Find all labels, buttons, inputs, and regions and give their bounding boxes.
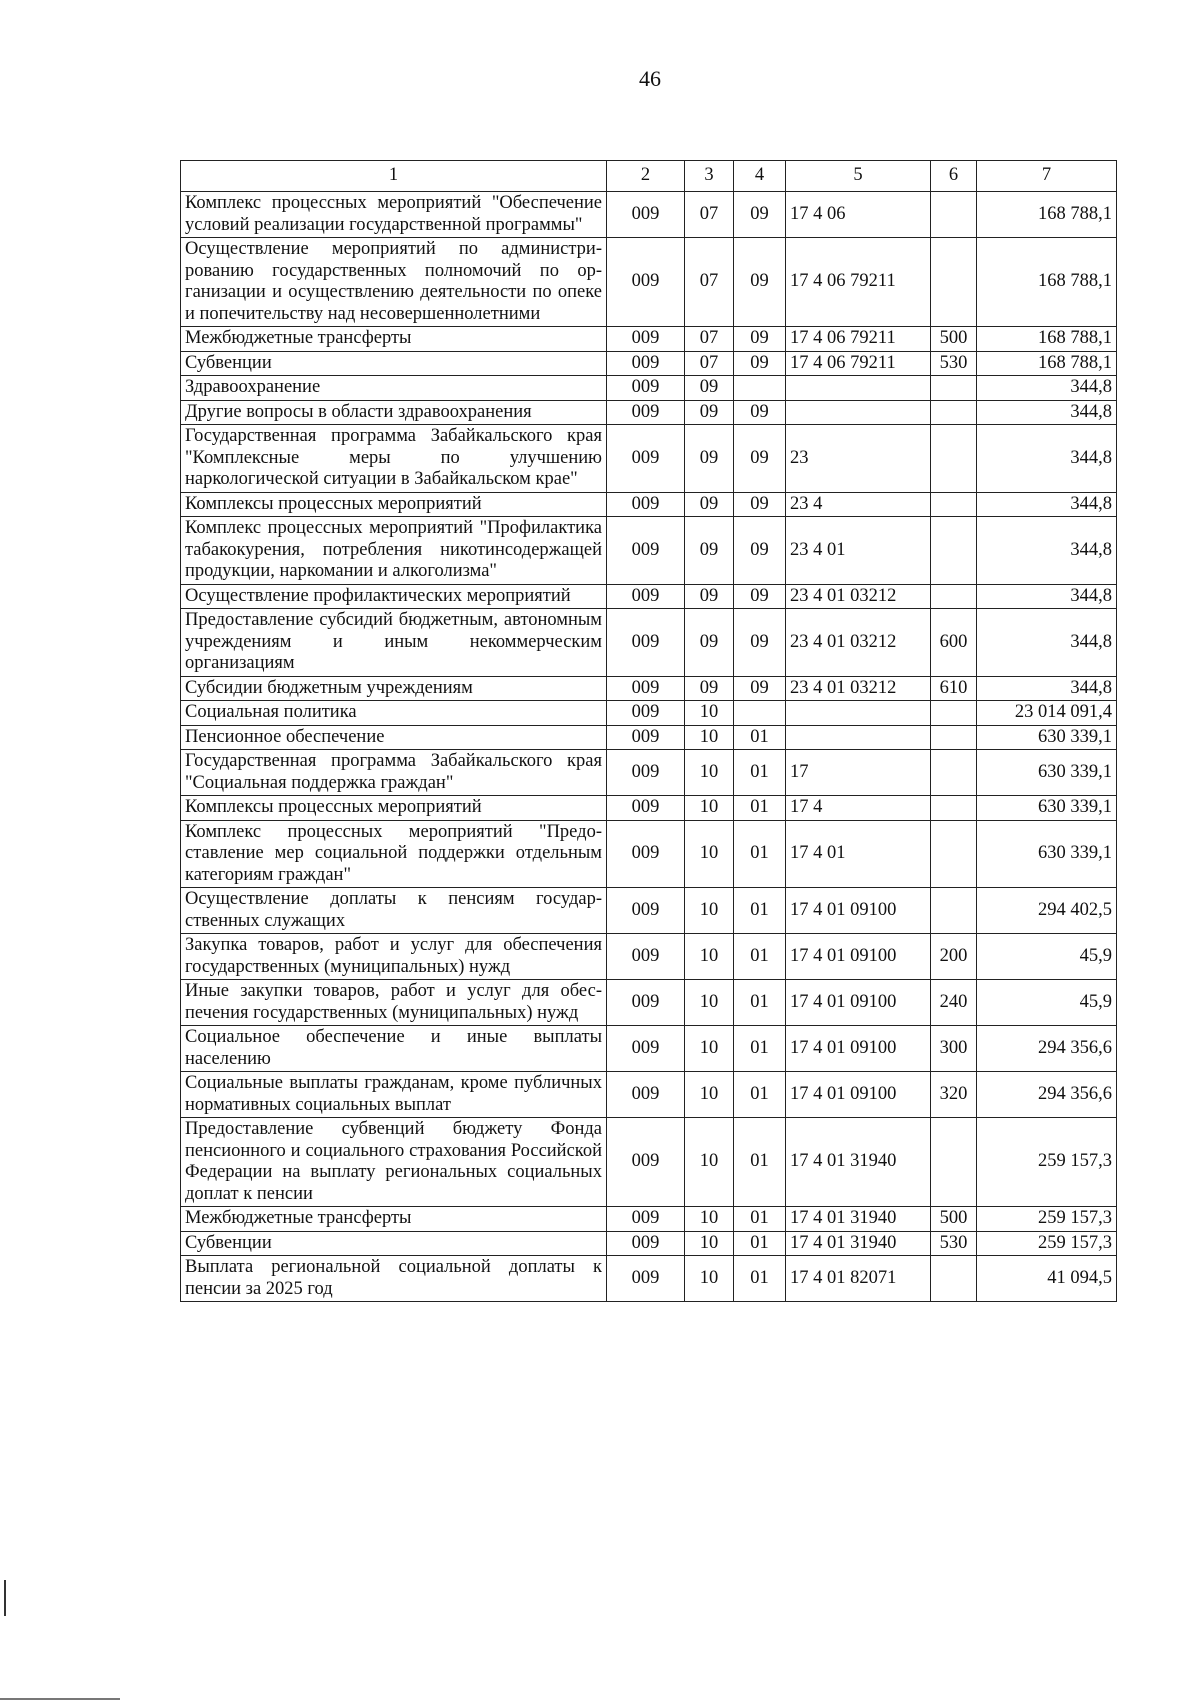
cell-subsection: 01	[734, 820, 786, 888]
table-row	[181, 609, 1117, 677]
cell-subsection: 09	[734, 400, 786, 425]
cell-subsection: 09	[734, 351, 786, 376]
cell-admin-code: 009	[607, 750, 685, 796]
cell-expense-type	[931, 238, 977, 327]
cell-section: 09	[685, 517, 734, 585]
cell-subsection: 09	[734, 609, 786, 677]
cell-subsection: 01	[734, 1118, 786, 1207]
table-row	[181, 1231, 1117, 1256]
cell-subsection: 01	[734, 888, 786, 934]
table-row	[181, 676, 1117, 701]
header-col-7: 7	[977, 161, 1117, 192]
cell-section: 09	[685, 584, 734, 609]
cell-subsection: 09	[734, 327, 786, 352]
cell-section: 09	[685, 376, 734, 401]
cell-name: Межбюджетные трансферты	[181, 327, 607, 352]
cell-name: Иные закупки товаров, работ и услуг для обеспечения государственных (муниципальных) нужд	[181, 980, 607, 1026]
cell-admin-code: 009	[607, 1256, 685, 1302]
cell-section: 10	[685, 750, 734, 796]
cell-section: 10	[685, 1118, 734, 1207]
cell-subsection: 01	[734, 750, 786, 796]
cell-admin-code: 009	[607, 1231, 685, 1256]
cell-section: 10	[685, 1072, 734, 1118]
cell-name: Выплата региональной социальной доплаты к пенсии за 2025 год	[181, 1256, 607, 1302]
cell-amount: 168 788,1	[977, 238, 1117, 327]
cell-subsection: 01	[734, 1072, 786, 1118]
cell-admin-code: 009	[607, 400, 685, 425]
cell-subsection: 09	[734, 676, 786, 701]
cell-name: Комплексы процессных мероприятий	[181, 796, 607, 821]
cell-name: Субвенции	[181, 351, 607, 376]
cell-name: Осуществление мероприятий по администрированию государственных полномочий по организации и осуществлению деятельности по опеке и попечительству над несовершеннолетними	[181, 238, 607, 327]
cell-name: Предоставление субсидий бюджетным, автономным учреждениям и иным некоммерческим организациям	[181, 609, 607, 677]
cell-subsection: 01	[734, 1026, 786, 1072]
cell-subsection: 09	[734, 517, 786, 585]
cell-target-article: 17 4	[786, 796, 931, 821]
table-row	[181, 796, 1117, 821]
cell-expense-type: 500	[931, 327, 977, 352]
cell-amount: 259 157,3	[977, 1231, 1117, 1256]
cell-amount: 630 339,1	[977, 820, 1117, 888]
table-row	[181, 1207, 1117, 1232]
table-body	[181, 192, 1117, 1302]
cell-amount: 41 094,5	[977, 1256, 1117, 1302]
table-row	[181, 888, 1117, 934]
cell-expense-type	[931, 701, 977, 726]
cell-amount: 23 014 091,4	[977, 701, 1117, 726]
cell-admin-code: 009	[607, 425, 685, 493]
cell-amount: 168 788,1	[977, 192, 1117, 238]
cell-expense-type: 600	[931, 609, 977, 677]
cell-target-article: 17 4 06 79211	[786, 351, 931, 376]
cell-name: Другие вопросы в области здравоохранения	[181, 400, 607, 425]
cell-admin-code: 009	[607, 609, 685, 677]
cell-amount: 344,8	[977, 609, 1117, 677]
cell-admin-code: 009	[607, 820, 685, 888]
cell-target-article: 17 4 06	[786, 192, 931, 238]
cell-name: Государственная программа Забайкальского края "Социальная поддержка граждан"	[181, 750, 607, 796]
cell-section: 07	[685, 351, 734, 376]
cell-amount: 344,8	[977, 400, 1117, 425]
table-row	[181, 351, 1117, 376]
cell-target-article: 23 4 01 03212	[786, 609, 931, 677]
table-row	[181, 725, 1117, 750]
table-row	[181, 492, 1117, 517]
cell-admin-code: 009	[607, 934, 685, 980]
table-row	[181, 517, 1117, 585]
cell-target-article	[786, 376, 931, 401]
cell-name: Пенсионное обеспечение	[181, 725, 607, 750]
cell-section: 10	[685, 934, 734, 980]
header-col-6: 6	[931, 161, 977, 192]
cell-admin-code: 009	[607, 1118, 685, 1207]
table-row	[181, 400, 1117, 425]
page-number: 46	[639, 66, 661, 91]
cell-section: 09	[685, 609, 734, 677]
cell-expense-type	[931, 750, 977, 796]
cell-target-article: 17	[786, 750, 931, 796]
cell-name: Комплекс процессных мероприятий "Профилактика табакокурения, потребления никотинсодержащей продукции, наркомании и алкоголизма"	[181, 517, 607, 585]
cell-target-article: 17 4 06 79211	[786, 327, 931, 352]
cell-target-article: 17 4 01	[786, 820, 931, 888]
budget-table	[180, 160, 1117, 1302]
cell-name: Осуществление доплаты к пенсиям государственных служащих	[181, 888, 607, 934]
cell-admin-code: 009	[607, 725, 685, 750]
cell-expense-type	[931, 400, 977, 425]
cell-amount: 259 157,3	[977, 1118, 1117, 1207]
cell-section: 07	[685, 192, 734, 238]
cell-subsection: 09	[734, 238, 786, 327]
cell-amount: 344,8	[977, 376, 1117, 401]
cell-target-article: 17 4 01 09100	[786, 980, 931, 1026]
cell-name: Закупка товаров, работ и услуг для обеспечения государственных (муниципальных) нужд	[181, 934, 607, 980]
cell-target-article: 17 4 06 79211	[786, 238, 931, 327]
cell-section: 07	[685, 327, 734, 352]
cell-expense-type	[931, 192, 977, 238]
cell-admin-code: 009	[607, 1026, 685, 1072]
cell-subsection: 01	[734, 725, 786, 750]
cell-target-article: 17 4 01 09100	[786, 1026, 931, 1072]
header-col-4: 4	[734, 161, 786, 192]
cell-target-article	[786, 400, 931, 425]
cell-section: 10	[685, 888, 734, 934]
cell-section: 09	[685, 425, 734, 493]
cell-admin-code: 009	[607, 584, 685, 609]
cell-amount: 45,9	[977, 934, 1117, 980]
cell-target-article: 17 4 01 31940	[786, 1118, 931, 1207]
cell-target-article	[786, 701, 931, 726]
table-row	[181, 238, 1117, 327]
cell-admin-code: 009	[607, 676, 685, 701]
header-row	[181, 161, 1117, 192]
cell-admin-code: 009	[607, 1207, 685, 1232]
table-row	[181, 1026, 1117, 1072]
cell-section: 09	[685, 400, 734, 425]
cell-target-article: 23 4 01 03212	[786, 676, 931, 701]
cell-expense-type: 200	[931, 934, 977, 980]
table-row	[181, 192, 1117, 238]
cell-target-article: 17 4 01 09100	[786, 1072, 931, 1118]
table-row	[181, 1072, 1117, 1118]
cell-amount: 630 339,1	[977, 725, 1117, 750]
table-row	[181, 425, 1117, 493]
header-col-3: 3	[685, 161, 734, 192]
cell-expense-type: 500	[931, 1207, 977, 1232]
cell-admin-code: 009	[607, 327, 685, 352]
cell-expense-type: 530	[931, 1231, 977, 1256]
cell-expense-type	[931, 888, 977, 934]
cell-name: Здравоохранение	[181, 376, 607, 401]
cell-subsection: 09	[734, 492, 786, 517]
cell-name: Комплекс процессных мероприятий "Предоставление мер социальной поддержки отдельным категориям граждан"	[181, 820, 607, 888]
table-row	[181, 327, 1117, 352]
cell-name: Субвенции	[181, 1231, 607, 1256]
cell-subsection: 01	[734, 1256, 786, 1302]
cell-admin-code: 009	[607, 192, 685, 238]
cell-name: Социальные выплаты гражданам, кроме публичных нормативных социальных выплат	[181, 1072, 607, 1118]
cell-name: Предоставление субвенций бюджету Фонда пенсионного и социального страхования Российской Федерации на выплату региональных социальных доплат к пенсии	[181, 1118, 607, 1207]
cell-name: Социальная политика	[181, 701, 607, 726]
cell-expense-type	[931, 376, 977, 401]
cell-target-article: 17 4 01 31940	[786, 1207, 931, 1232]
cell-amount: 344,8	[977, 517, 1117, 585]
header-col-5: 5	[786, 161, 931, 192]
cell-expense-type: 530	[931, 351, 977, 376]
cell-subsection: 01	[734, 1231, 786, 1256]
cell-expense-type: 320	[931, 1072, 977, 1118]
cell-section: 10	[685, 1207, 734, 1232]
cell-admin-code: 009	[607, 376, 685, 401]
cell-admin-code: 009	[607, 492, 685, 517]
cell-section: 10	[685, 980, 734, 1026]
cell-target-article: 17 4 01 31940	[786, 1231, 931, 1256]
cell-subsection: 09	[734, 584, 786, 609]
scan-edge-mark	[0, 1698, 120, 1700]
cell-section: 10	[685, 1026, 734, 1072]
cell-name: Осуществление профилактических мероприятий	[181, 584, 607, 609]
table-row	[181, 980, 1117, 1026]
cell-amount: 294 356,6	[977, 1026, 1117, 1072]
cell-target-article: 23 4 01	[786, 517, 931, 585]
cell-subsection: 01	[734, 980, 786, 1026]
cell-admin-code: 009	[607, 796, 685, 821]
cell-name: Государственная программа Забайкальского края "Комплексные меры по улучшению наркологической ситуации в Забайкальском крае"	[181, 425, 607, 493]
table-row	[181, 750, 1117, 796]
cell-name: Комплексы процессных мероприятий	[181, 492, 607, 517]
cell-section: 07	[685, 238, 734, 327]
cell-expense-type: 610	[931, 676, 977, 701]
cell-amount: 45,9	[977, 980, 1117, 1026]
cell-amount: 259 157,3	[977, 1207, 1117, 1232]
cell-expense-type	[931, 820, 977, 888]
cell-name: Социальное обеспечение и иные выплаты населению	[181, 1026, 607, 1072]
cell-target-article: 23 4	[786, 492, 931, 517]
cell-name: Межбюджетные трансферты	[181, 1207, 607, 1232]
cell-subsection	[734, 376, 786, 401]
table-row	[181, 820, 1117, 888]
cell-amount: 344,8	[977, 584, 1117, 609]
cell-expense-type	[931, 1118, 977, 1207]
cell-amount: 294 402,5	[977, 888, 1117, 934]
cell-name: Комплекс процессных мероприятий "Обеспечение условий реализации государственной программы"	[181, 192, 607, 238]
cell-expense-type	[931, 725, 977, 750]
cell-expense-type	[931, 425, 977, 493]
table-row	[181, 934, 1117, 980]
cell-amount: 344,8	[977, 676, 1117, 701]
cell-target-article: 17 4 01 82071	[786, 1256, 931, 1302]
cell-admin-code: 009	[607, 888, 685, 934]
cell-expense-type: 300	[931, 1026, 977, 1072]
table-row	[181, 1118, 1117, 1207]
cell-target-article: 17 4 01 09100	[786, 888, 931, 934]
cell-target-article: 23 4 01 03212	[786, 584, 931, 609]
cell-expense-type	[931, 584, 977, 609]
cell-section: 10	[685, 1256, 734, 1302]
cell-admin-code: 009	[607, 1072, 685, 1118]
cell-amount: 168 788,1	[977, 351, 1117, 376]
cell-admin-code: 009	[607, 238, 685, 327]
cell-section: 10	[685, 701, 734, 726]
cell-section: 09	[685, 492, 734, 517]
cell-section: 10	[685, 1231, 734, 1256]
cell-amount: 630 339,1	[977, 796, 1117, 821]
cell-target-article: 17 4 01 09100	[786, 934, 931, 980]
cell-subsection: 01	[734, 796, 786, 821]
cell-expense-type: 240	[931, 980, 977, 1026]
cell-admin-code: 009	[607, 701, 685, 726]
cell-target-article	[786, 725, 931, 750]
cell-target-article: 23	[786, 425, 931, 493]
cell-section: 09	[685, 676, 734, 701]
table-header	[181, 161, 1117, 192]
cell-name: Субсидии бюджетным учреждениям	[181, 676, 607, 701]
cell-subsection: 09	[734, 425, 786, 493]
header-col-2: 2	[607, 161, 685, 192]
cell-subsection: 01	[734, 1207, 786, 1232]
cell-subsection	[734, 701, 786, 726]
cell-amount: 630 339,1	[977, 750, 1117, 796]
header-col-1: 1	[181, 161, 607, 192]
cell-admin-code: 009	[607, 351, 685, 376]
cell-section: 10	[685, 820, 734, 888]
cell-subsection: 09	[734, 192, 786, 238]
cell-amount: 168 788,1	[977, 327, 1117, 352]
cell-section: 10	[685, 725, 734, 750]
cell-admin-code: 009	[607, 517, 685, 585]
table-row	[181, 1256, 1117, 1302]
scan-edge-mark	[4, 1580, 6, 1616]
cell-expense-type	[931, 796, 977, 821]
cell-amount: 344,8	[977, 425, 1117, 493]
cell-expense-type	[931, 492, 977, 517]
table-row	[181, 584, 1117, 609]
table-row	[181, 701, 1117, 726]
cell-amount: 344,8	[977, 492, 1117, 517]
cell-expense-type	[931, 517, 977, 585]
cell-admin-code: 009	[607, 980, 685, 1026]
cell-expense-type	[931, 1256, 977, 1302]
table-row	[181, 376, 1117, 401]
cell-section: 10	[685, 796, 734, 821]
cell-amount: 294 356,6	[977, 1072, 1117, 1118]
cell-subsection: 01	[734, 934, 786, 980]
